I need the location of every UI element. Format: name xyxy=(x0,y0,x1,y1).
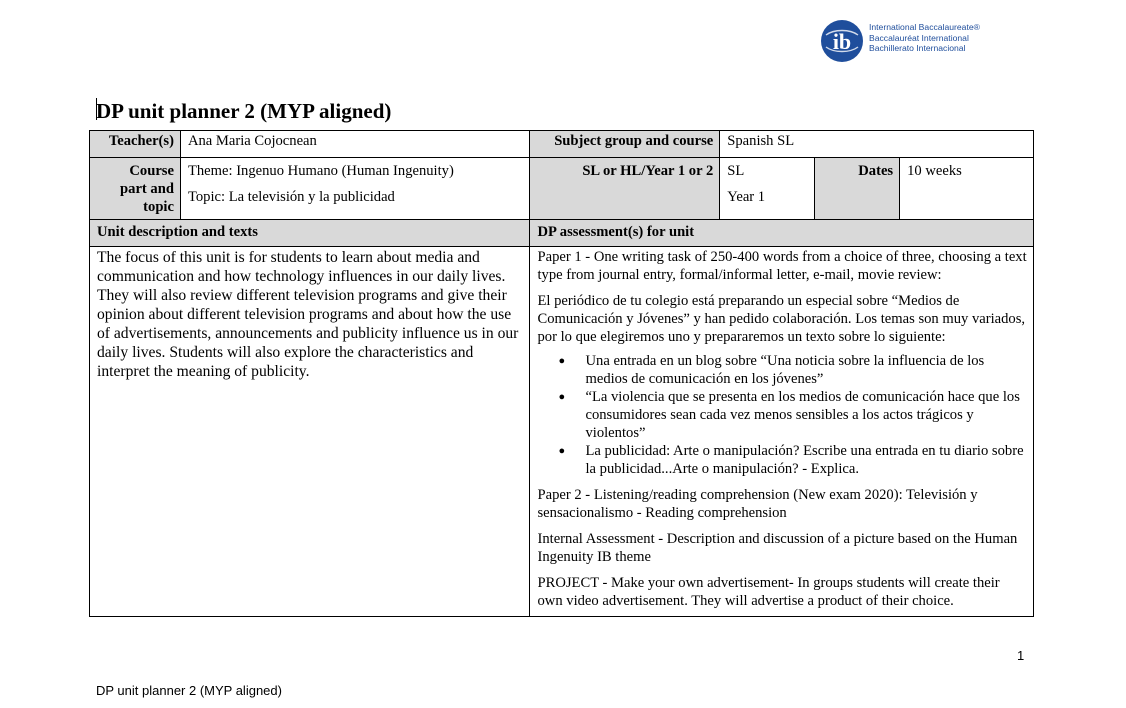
table-row xyxy=(90,131,1034,158)
year-text: Year 1 xyxy=(727,189,766,205)
ib-wordmark-line: Baccalauréat International xyxy=(869,32,969,43)
document-title[interactable]: DP unit planner 2 (MYP aligned) xyxy=(96,99,392,123)
subject-value[interactable]: Spanish SL xyxy=(720,131,1034,158)
project-text: PROJECT - Make your own advertisement- In groups students will create their own video advertisement. They will advertise a product of their choice. xyxy=(537,575,1000,609)
table-row xyxy=(90,247,1034,617)
teacher-value[interactable]: Ana Maria Cojocnean xyxy=(180,131,530,158)
ib-logo xyxy=(820,19,990,63)
unit-description-text[interactable]: The focus of this unit is for students to learn about media and communication and how technology influences in our daily lives. They will also review different television programs and give their opinion about different television programs and about how the use of advertisements, announcements and publicity influence us in our daily lives. Students will also explore the characteristics and interpret the meaning of publicity. xyxy=(90,247,530,617)
ib-wordmark-line: Bachillerato Internacional xyxy=(869,43,966,54)
assessment-details[interactable] xyxy=(530,247,1034,617)
course-part-label-line: Course xyxy=(129,163,174,179)
unit-description-header: Unit description and texts xyxy=(90,220,530,247)
level-text: SL xyxy=(727,163,745,179)
level-label: SL or HL/Year 1 or 2 xyxy=(530,158,720,220)
course-part-label xyxy=(90,158,181,220)
paper1-text: Paper 1 - One writing task of 250-400 words from a choice of three, choosing a text type from journal entry, formal/informal letter, e-mail, movie review: xyxy=(537,249,1027,283)
task-options-list xyxy=(558,352,1027,478)
internal-assessment-text: Internal Assessment - Description and discussion of a picture based on the Human Ingenuity IB theme xyxy=(537,531,1018,565)
list-item: ● La publicidad: Arte o manipulación? Escribe una entrada en tu diario sobre la publicidad...Arte o manipulación? - Explica. xyxy=(558,442,1027,478)
level-value[interactable] xyxy=(720,158,815,220)
list-item: ● “La violencia que se presenta en los medios de comunicación hace que los consumidores sean cada vez menos sensibles a los actos trágicos y violentos” xyxy=(558,388,1027,442)
dates-label: Dates xyxy=(815,158,900,220)
course-part-value[interactable] xyxy=(180,158,530,220)
footer-text: DP unit planner 2 (MYP aligned) xyxy=(96,683,282,698)
page-number: 1 xyxy=(1017,648,1025,663)
course-part-label-line: topic xyxy=(143,199,174,215)
dates-value[interactable]: 10 weeks xyxy=(900,158,1034,220)
task-intro-text: El periódico de tu colegio está preparando un especial sobre “Medios de Comunicación y Jóvenes” y han pedido colaboración. Los temas son muy variados, por lo que elegiremos uno y prepararemos un texto sobre lo siguiente: xyxy=(537,293,1026,345)
theme-text: Theme: Ingenuo Humano (Human Ingenuity) xyxy=(187,163,454,179)
subject-label: Subject group and course xyxy=(530,131,720,158)
table-row xyxy=(90,158,1034,220)
ib-logo-glyph: ib xyxy=(832,29,852,54)
teacher-label: Teacher(s) xyxy=(90,131,181,158)
ib-globe-icon xyxy=(820,19,864,63)
assessment-header: DP assessment(s) for unit xyxy=(530,220,1034,247)
table-row xyxy=(90,220,1034,247)
course-part-label-line: part and xyxy=(120,181,174,197)
topic-text: Topic: La televisión y la publicidad xyxy=(187,189,395,205)
unit-planner-table xyxy=(89,130,1034,617)
ib-wordmark xyxy=(869,22,980,54)
ib-wordmark-line: International Baccalaureate® xyxy=(869,22,980,32)
paper2-text: Paper 2 - Listening/reading comprehension (New exam 2020): Televisión y sensacionalismo - Reading comprehension xyxy=(537,487,978,521)
list-item: ● Una entrada en un blog sobre “Una noticia sobre la influencia de los medios de comunicación en los jóvenes” xyxy=(558,352,1027,388)
